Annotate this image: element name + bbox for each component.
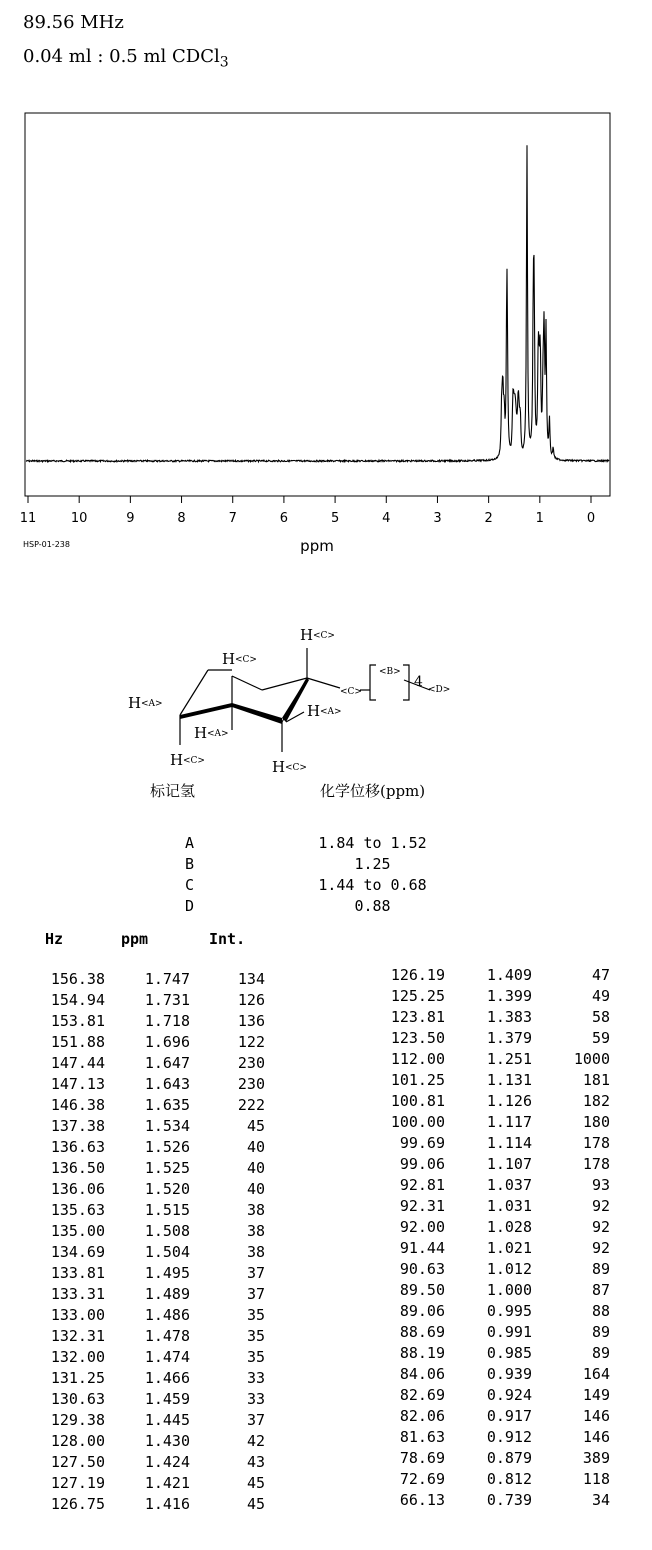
assignment-range: 1.84 to 1.52 — [318, 834, 427, 852]
int-value: 134 — [237, 970, 265, 988]
hz-value: 89.50 — [399, 1281, 445, 1299]
x-tick-label: 10 — [70, 511, 88, 526]
nmr-spectrum-chart — [0, 0, 652, 560]
hz-value: 72.69 — [399, 1470, 445, 1488]
x-tick-label: 1 — [535, 511, 544, 526]
chain-count: 4 — [414, 674, 423, 690]
int-value: 37 — [246, 1264, 265, 1282]
tag-c: <C> — [340, 687, 362, 697]
peak-row — [340, 1344, 640, 1365]
x-tick-label: 8 — [177, 511, 186, 526]
peak-row — [0, 1474, 300, 1495]
peak-table-left — [0, 970, 300, 1516]
int-value: 37 — [246, 1411, 265, 1429]
ppm-value: 1.421 — [144, 1474, 190, 1492]
ppm-value: 1.534 — [144, 1117, 190, 1135]
int-value: 42 — [246, 1432, 265, 1450]
hz-value: 89.06 — [399, 1302, 445, 1320]
ppm-value: 1.399 — [486, 987, 532, 1005]
int-value: 389 — [582, 1449, 610, 1467]
peak-row — [340, 1407, 640, 1428]
peak-row — [340, 1302, 640, 1323]
int-value: 34 — [591, 1491, 610, 1509]
int-value: 1000 — [573, 1050, 610, 1068]
hz-value: 134.69 — [50, 1243, 105, 1261]
ppm-value: 0.985 — [486, 1344, 532, 1362]
int-value: 230 — [237, 1075, 265, 1093]
hz-value: 133.31 — [50, 1285, 105, 1303]
x-axis-label: ppm — [300, 537, 334, 555]
peak-row — [340, 966, 640, 987]
hz-value: 82.69 — [399, 1386, 445, 1404]
hz-value: 130.63 — [50, 1390, 105, 1408]
int-value: 47 — [591, 966, 610, 984]
plot-frame — [25, 113, 610, 496]
int-value: 182 — [582, 1092, 610, 1110]
hz-value: 127.50 — [50, 1453, 105, 1471]
int-value: 92 — [591, 1197, 610, 1215]
peak-row — [340, 1428, 640, 1449]
hz-value: 126.19 — [390, 966, 445, 984]
assignment-label: B — [185, 855, 195, 873]
ppm-value: 1.251 — [486, 1050, 532, 1068]
peak-row — [0, 1096, 300, 1117]
ppm-value: 1.504 — [144, 1243, 190, 1261]
ppm-value: 1.489 — [144, 1285, 190, 1303]
h-atom: H — [222, 650, 236, 668]
assignment-label: C — [185, 876, 195, 894]
hz-value: 92.00 — [399, 1218, 445, 1236]
peak-row — [0, 1495, 300, 1516]
int-value: 40 — [246, 1159, 265, 1177]
peak-row — [0, 1306, 300, 1327]
sample-text: 0.04 ml : 0.5 ml CDCl — [23, 46, 220, 67]
ppm-value: 1.495 — [144, 1264, 190, 1282]
peak-row — [0, 1075, 300, 1096]
int-value: 89 — [591, 1344, 610, 1362]
ppm-value: 1.526 — [144, 1138, 190, 1156]
h-atom: H — [272, 758, 286, 776]
spectrometer-frequency: 89.56 MHz — [23, 12, 124, 33]
int-value: 149 — [582, 1386, 610, 1404]
hz-value: 88.69 — [399, 1323, 445, 1341]
int-value: 87 — [591, 1281, 610, 1299]
hz-value: 147.13 — [50, 1075, 105, 1093]
tag-c: <C> — [235, 655, 257, 665]
x-tick-label: 2 — [484, 511, 493, 526]
peak-row — [340, 1491, 640, 1512]
assignment-label: D — [185, 897, 195, 915]
hz-value: 92.81 — [399, 1176, 445, 1194]
molecule-structure — [0, 620, 652, 800]
int-value: 35 — [246, 1306, 265, 1324]
header-int: Int. — [209, 930, 246, 948]
peak-row — [0, 1117, 300, 1138]
peak-row — [0, 1264, 300, 1285]
int-value: 92 — [591, 1218, 610, 1236]
tag-c: <C> — [285, 763, 307, 773]
hz-value: 129.38 — [50, 1411, 105, 1429]
assignment-row — [185, 897, 455, 918]
hz-value: 66.13 — [399, 1491, 445, 1509]
tag-a: <A> — [207, 729, 229, 739]
x-tick-label: 6 — [279, 511, 289, 526]
x-tick-label: 11 — [19, 511, 37, 526]
ppm-value: 1.021 — [486, 1239, 532, 1257]
hz-value: 132.31 — [50, 1327, 105, 1345]
h-atom: H — [194, 724, 208, 742]
hz-value: 147.44 — [50, 1054, 105, 1072]
hz-value: 78.69 — [399, 1449, 445, 1467]
peak-row — [340, 1239, 640, 1260]
peak-row — [340, 1197, 640, 1218]
peak-row — [340, 1050, 640, 1071]
hz-value: 127.19 — [50, 1474, 105, 1492]
x-axis-ticks — [20, 496, 595, 526]
header-ppm: ppm — [121, 930, 149, 948]
ppm-value: 1.383 — [486, 1008, 532, 1026]
peak-row — [340, 1071, 640, 1092]
ppm-value: 0.917 — [486, 1407, 532, 1425]
peak-row — [0, 1033, 300, 1054]
int-value: 178 — [582, 1155, 610, 1173]
int-value: 181 — [582, 1071, 610, 1089]
hz-value: 92.31 — [399, 1197, 445, 1215]
ppm-value: 1.424 — [144, 1453, 190, 1471]
ppm-value: 1.718 — [144, 1012, 190, 1030]
int-value: 33 — [246, 1390, 265, 1408]
peak-row — [340, 1260, 640, 1281]
x-tick-label: 0 — [586, 511, 596, 526]
hz-value: 136.06 — [50, 1180, 105, 1198]
tag-b: <B> — [379, 667, 401, 677]
peak-row — [340, 1449, 640, 1470]
hz-value: 146.38 — [50, 1096, 105, 1114]
ppm-value: 1.031 — [486, 1197, 532, 1215]
int-value: 40 — [246, 1138, 265, 1156]
tag-d: <D> — [428, 685, 451, 695]
ppm-value: 1.508 — [144, 1222, 190, 1240]
int-value: 35 — [246, 1327, 265, 1345]
ppm-value: 1.747 — [144, 970, 190, 988]
int-value: 45 — [246, 1495, 265, 1513]
header-hz: Hz — [45, 930, 64, 948]
assignment-range: 0.88 — [354, 897, 391, 915]
int-value: 136 — [237, 1012, 265, 1030]
ppm-value: 0.912 — [486, 1428, 532, 1446]
ppm-value: 1.445 — [144, 1411, 190, 1429]
int-value: 38 — [246, 1243, 265, 1261]
ppm-value: 0.924 — [486, 1386, 532, 1404]
ppm-value: 1.486 — [144, 1306, 190, 1324]
int-value: 230 — [237, 1054, 265, 1072]
peak-row — [340, 987, 640, 1008]
ppm-value: 1.647 — [144, 1054, 190, 1072]
int-value: 89 — [591, 1260, 610, 1278]
int-value: 180 — [582, 1113, 610, 1131]
hz-value: 151.88 — [50, 1033, 105, 1051]
int-value: 40 — [246, 1180, 265, 1198]
ppm-value: 0.879 — [486, 1449, 532, 1467]
peak-row — [0, 1201, 300, 1222]
hz-value: 131.25 — [50, 1369, 105, 1387]
hz-value: 132.00 — [50, 1348, 105, 1366]
h-atom: H — [307, 702, 321, 720]
h-atom: H — [128, 694, 142, 712]
hz-value: 88.19 — [399, 1344, 445, 1362]
ppm-value: 1.131 — [486, 1071, 532, 1089]
ppm-value: 1.379 — [486, 1029, 532, 1047]
int-value: 33 — [246, 1369, 265, 1387]
hz-value: 126.75 — [50, 1495, 105, 1513]
hz-value: 133.00 — [50, 1306, 105, 1324]
hz-value: 99.06 — [399, 1155, 445, 1173]
ppm-value: 1.635 — [144, 1096, 190, 1114]
peak-row — [340, 1008, 640, 1029]
tag-c: <C> — [183, 756, 205, 766]
peak-table-right — [340, 966, 640, 1512]
ppm-value: 1.409 — [486, 966, 532, 984]
int-value: 118 — [582, 1470, 610, 1488]
x-tick-label: 9 — [126, 511, 135, 526]
hz-value: 128.00 — [50, 1432, 105, 1450]
int-value: 146 — [582, 1428, 610, 1446]
ppm-value: 1.012 — [486, 1260, 532, 1278]
int-value: 222 — [237, 1096, 265, 1114]
int-value: 45 — [246, 1474, 265, 1492]
hz-value: 133.81 — [50, 1264, 105, 1282]
ppm-value: 1.416 — [144, 1495, 190, 1513]
peak-row — [340, 1113, 640, 1134]
hz-value: 156.38 — [50, 970, 105, 988]
peak-row — [340, 1155, 640, 1176]
hz-value: 81.63 — [399, 1428, 445, 1446]
label-chemical-shift: 化学位移(ppm) — [320, 782, 426, 800]
spectrum-trace — [26, 145, 609, 462]
peak-row — [0, 1180, 300, 1201]
hz-value: 153.81 — [50, 1012, 105, 1030]
hz-value: 84.06 — [399, 1365, 445, 1383]
assignment-label: A — [185, 834, 195, 852]
assignment-range: 1.25 — [354, 855, 391, 873]
peak-row — [340, 1092, 640, 1113]
ppm-value: 1.114 — [486, 1134, 532, 1152]
int-value: 49 — [591, 987, 610, 1005]
int-value: 164 — [582, 1365, 610, 1383]
int-value: 38 — [246, 1201, 265, 1219]
hz-value: 99.69 — [399, 1134, 445, 1152]
peak-row — [340, 1470, 640, 1491]
ppm-value: 1.107 — [486, 1155, 532, 1173]
assignment-row — [185, 876, 455, 897]
peak-row — [340, 1281, 640, 1302]
peak-row — [0, 1432, 300, 1453]
hz-value: 125.25 — [390, 987, 445, 1005]
int-value: 146 — [582, 1407, 610, 1425]
ppm-value: 1.515 — [144, 1201, 190, 1219]
hz-value: 136.50 — [50, 1159, 105, 1177]
ppm-value: 1.643 — [144, 1075, 190, 1093]
peak-row — [0, 970, 300, 991]
tag-a: <A> — [320, 707, 342, 717]
peak-row — [0, 1243, 300, 1264]
ppm-value: 0.739 — [486, 1491, 532, 1509]
peak-row — [0, 1054, 300, 1075]
label-marked-hydrogen: 标记氢 — [150, 782, 196, 800]
ppm-value: 0.939 — [486, 1365, 532, 1383]
hz-value: 91.44 — [399, 1239, 445, 1257]
int-value: 35 — [246, 1348, 265, 1366]
peak-row — [0, 1222, 300, 1243]
ppm-value: 1.466 — [144, 1369, 190, 1387]
peak-row — [340, 1029, 640, 1050]
int-value: 59 — [591, 1029, 610, 1047]
ppm-value: 1.430 — [144, 1432, 190, 1450]
hz-value: 82.06 — [399, 1407, 445, 1425]
peak-row — [340, 1134, 640, 1155]
spectrum-code: HSP-01-238 — [23, 540, 70, 549]
peak-row — [0, 1369, 300, 1390]
int-value: 126 — [237, 991, 265, 1009]
hz-value: 136.63 — [50, 1138, 105, 1156]
ppm-value: 1.696 — [144, 1033, 190, 1051]
ppm-value: 0.995 — [486, 1302, 532, 1320]
hz-value: 135.63 — [50, 1201, 105, 1219]
ppm-value: 0.991 — [486, 1323, 532, 1341]
hz-value: 135.00 — [50, 1222, 105, 1240]
int-value: 88 — [591, 1302, 610, 1320]
peak-row — [340, 1176, 640, 1197]
int-value: 92 — [591, 1239, 610, 1257]
x-tick-label: 5 — [330, 511, 340, 526]
tag-a: <A> — [141, 699, 163, 709]
peak-row — [0, 1390, 300, 1411]
hz-value: 154.94 — [50, 991, 105, 1009]
hz-value: 100.81 — [390, 1092, 445, 1110]
peak-row — [340, 1218, 640, 1239]
ppm-value: 1.126 — [486, 1092, 532, 1110]
assignment-row — [185, 834, 455, 855]
sample-subscript: 3 — [219, 54, 229, 71]
ppm-value: 0.812 — [486, 1470, 532, 1488]
assignment-row — [185, 855, 455, 876]
ppm-value: 1.525 — [144, 1159, 190, 1177]
ppm-value: 1.731 — [144, 991, 190, 1009]
x-tick-label: 4 — [382, 511, 391, 526]
int-value: 58 — [591, 1008, 610, 1026]
hz-value: 123.50 — [390, 1029, 445, 1047]
peak-row — [0, 1348, 300, 1369]
int-value: 38 — [246, 1222, 265, 1240]
int-value: 89 — [591, 1323, 610, 1341]
h-atom: H — [170, 751, 184, 769]
int-value: 93 — [591, 1176, 610, 1194]
peak-row — [0, 991, 300, 1012]
peak-row — [0, 1453, 300, 1474]
ppm-value: 1.478 — [144, 1327, 190, 1345]
ppm-value: 1.474 — [144, 1348, 190, 1366]
ppm-value: 1.037 — [486, 1176, 532, 1194]
hz-value: 112.00 — [390, 1050, 445, 1068]
hz-value: 101.25 — [390, 1071, 445, 1089]
int-value: 122 — [237, 1033, 265, 1051]
peak-row — [340, 1323, 640, 1344]
ppm-value: 1.028 — [486, 1218, 532, 1236]
hz-value: 90.63 — [399, 1260, 445, 1278]
ppm-value: 1.000 — [486, 1281, 532, 1299]
hz-value: 123.81 — [390, 1008, 445, 1026]
int-value: 45 — [246, 1117, 265, 1135]
h-atom: H — [300, 626, 314, 644]
x-tick-label: 3 — [433, 511, 442, 526]
ppm-value: 1.117 — [486, 1113, 532, 1131]
peak-row — [0, 1138, 300, 1159]
tag-c: <C> — [313, 631, 335, 641]
hz-value: 137.38 — [50, 1117, 105, 1135]
int-value: 37 — [246, 1285, 265, 1303]
ppm-value: 1.459 — [144, 1390, 190, 1408]
int-value: 43 — [246, 1453, 265, 1471]
peak-row — [340, 1386, 640, 1407]
ppm-value: 1.520 — [144, 1180, 190, 1198]
x-tick-label: 7 — [228, 511, 237, 526]
peak-row — [0, 1285, 300, 1306]
peak-row — [0, 1327, 300, 1348]
peak-row — [0, 1411, 300, 1432]
assignment-range: 1.44 to 0.68 — [318, 876, 427, 894]
peak-row — [340, 1365, 640, 1386]
int-value: 178 — [582, 1134, 610, 1152]
peak-row — [0, 1159, 300, 1180]
hz-value: 100.00 — [390, 1113, 445, 1131]
peak-row — [0, 1012, 300, 1033]
